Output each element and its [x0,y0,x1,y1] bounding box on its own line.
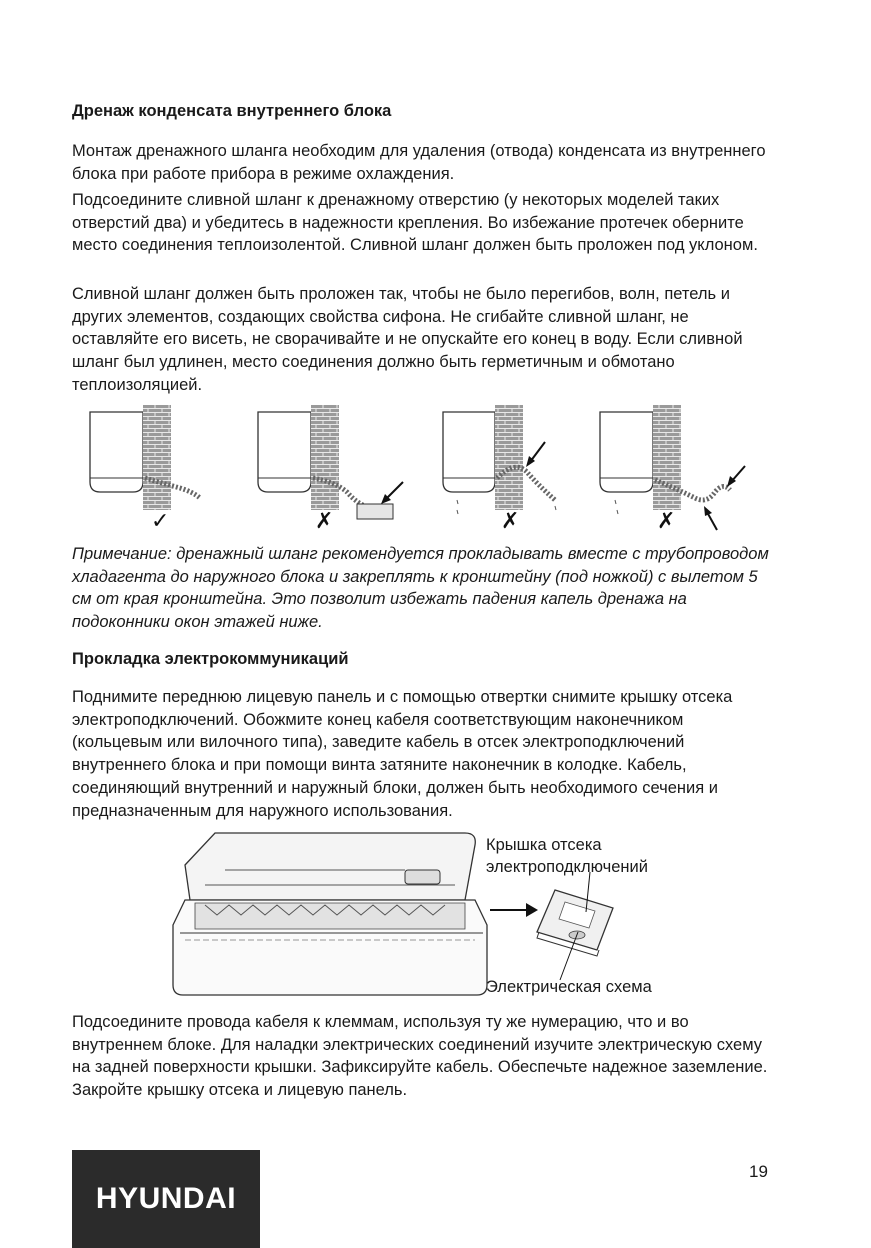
paragraph-closing: Подсоедините провода кабеля к клеммам, используя ту же нумерацию, что и во внутреннем блоке. Для наладки электрических соединений изучите электрическую схему на задней поверхности крышки. Зафиксируйте кабель. Обеспечьте надежное заземление. Закройте крышку отсека и лицевую панель. [72,1013,768,1100]
paragraph-drainage-intro: Монтаж дренажного шланга необходим для удаления (отвода) конденсата из внутреннего блока при работе прибора в режиме охлаждения. [72,142,766,183]
mark-wrong-1: ✗ [315,509,334,534]
indoor-unit-illustration [165,825,505,1000]
mark-wrong-2: ✗ [501,509,520,534]
mark-wrong-3: ✗ [657,509,676,534]
paragraph-electrical: Поднимите переднюю лицевую панель и с помощью отвертки снимите крышку отсека электроподключений. Обожмите конец кабеля соответствующим наконечником (кольцевым или вилочного типа), заведите кабель в отсек электроподключений внутреннего блока и при помощи винта затяните наконечник в колодке. Кабель, соединяющий внутренний и наружный блоки, должен быть необходимого сечения и предназначенным для наружного использования. [72,688,733,820]
label-electrical-schema: Электрическая схема [486,978,652,996]
mark-correct: ✓ [151,509,170,534]
label-cover: Крышка отсека электроподключений [486,836,648,876]
section-heading-drainage: Дренаж конденсата внутреннего блока [72,102,392,120]
leader-lines [540,872,610,982]
drain-hose-illustration [85,400,765,535]
page-number: 19 [749,1162,768,1181]
hyundai-logo: HYUNDAI [72,1150,260,1248]
paragraph-drainage-routing: Сливной шланг должен быть проложен так, чтобы не было перегибов, волн, петель и других элементов, создающих свойства сифона. Не сгибайте сливной шланг, не оставляйте его висеть, не сворачивайте и не опускайте его конец в воду. Если сливной шланг был удлинен, место соединения должно быть герметичным и обмотано теплоизоляцией. [72,285,743,394]
drain-figure-water [258,405,403,519]
note-paragraph: Примечание: дренажный шланг рекомендуется прокладывать вместе с трубопроводом хладагента до наружного блока и закреплять к кронштейну (под ножкой) с вылетом 5 см от края кронштейна. Это позволит избежать падения капель дренажа на подоконники окон этажей ниже. [72,545,769,632]
section-heading-electrical: Прокладка электрокоммуникаций [72,650,349,668]
drain-figure-loop [443,405,556,514]
paragraph-drainage-connect: Подсоедините сливной шланг к дренажному отверстию (у некоторых моделей таких отверстий два) и убедитесь в надежности крепления. Во избежание протечек оберните место соединения теплоизолентой. Сливной шланг должен быть проложен под уклоном. [72,191,758,255]
drain-figure-correct [90,405,200,510]
